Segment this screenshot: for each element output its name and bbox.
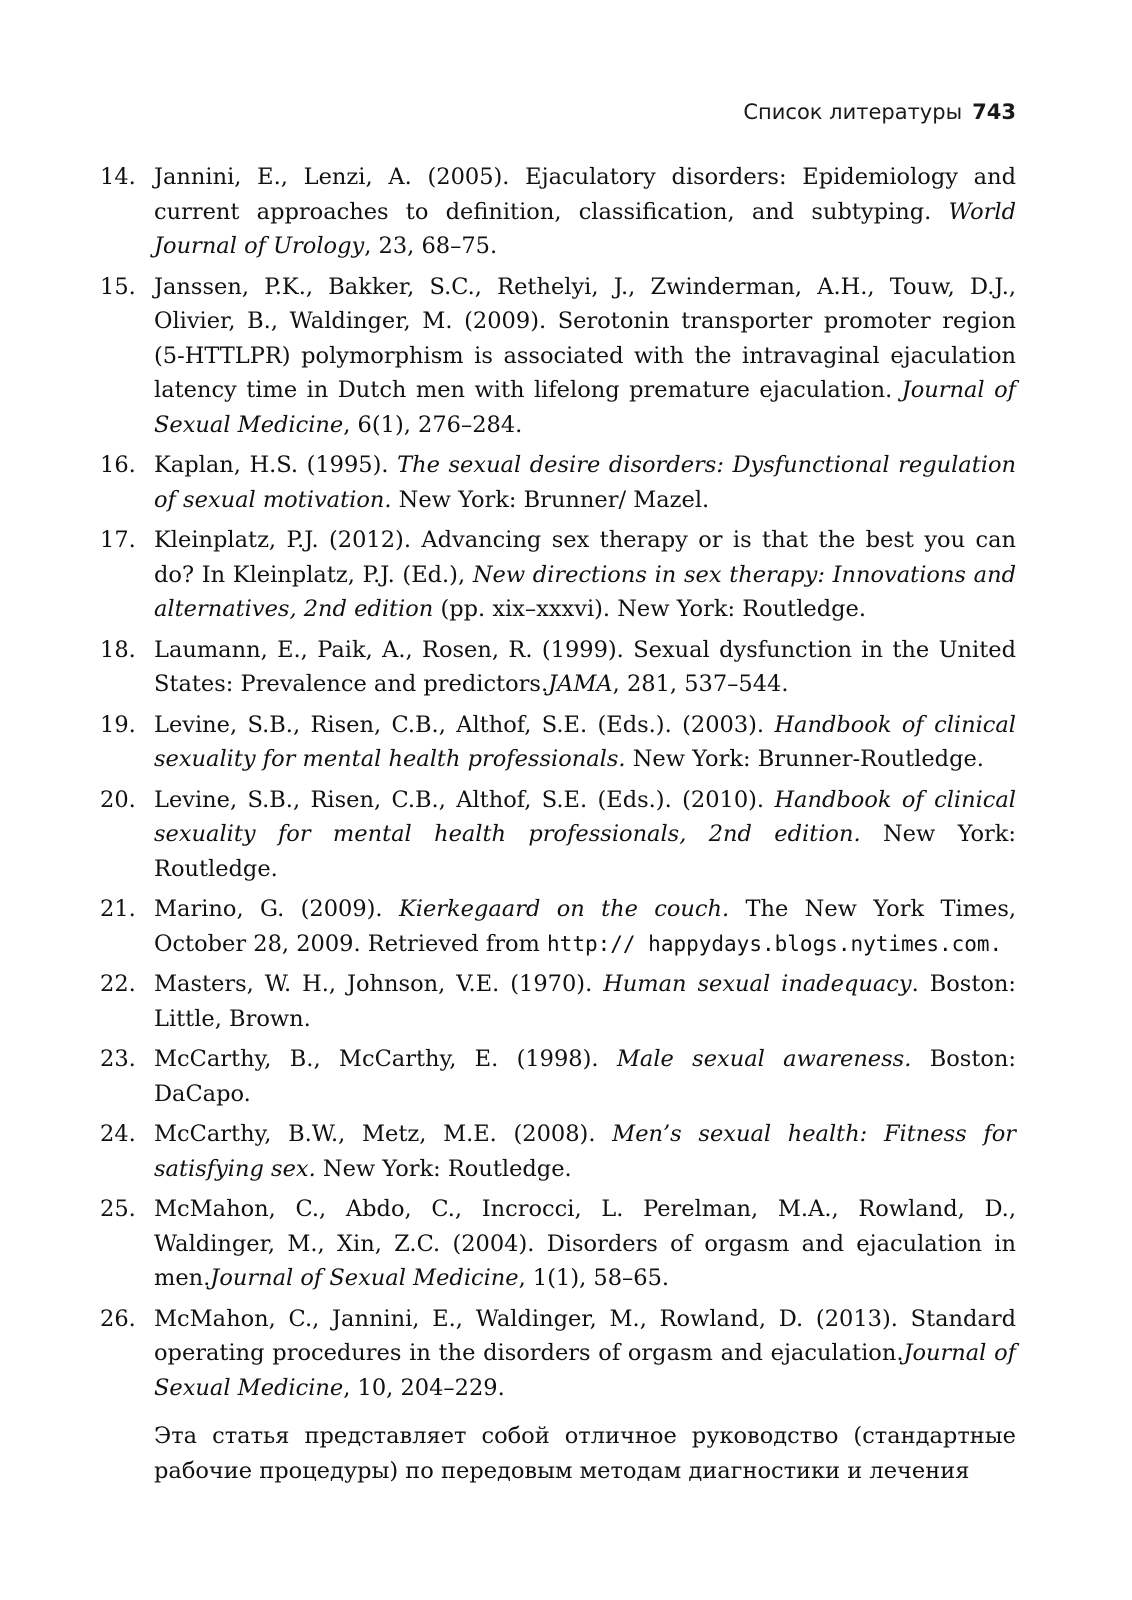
reference-title: JAMA bbox=[548, 671, 613, 697]
reference-text: Kleinplatz, P.J. (2012). Advancing sex therapy or is that the best you can do? In Kleinplatz, P.J. (Ed.), bbox=[154, 527, 1016, 588]
reference-text: Kaplan, H.S. (1995). bbox=[154, 452, 398, 478]
reference-entry bbox=[100, 1117, 1016, 1186]
reference-text: , 1(1), 58–65. bbox=[518, 1265, 670, 1291]
reference-number: 24. bbox=[100, 1121, 136, 1147]
reference-list bbox=[100, 160, 1016, 1488]
reference-entry bbox=[100, 708, 1016, 777]
reference-text: Marino, G. (2009). bbox=[154, 896, 399, 922]
reference-entry bbox=[100, 892, 1016, 961]
reference-entry bbox=[100, 1302, 1016, 1406]
reference-text: New York: Routledge. bbox=[154, 821, 1017, 882]
reference-text: McCarthy, B.W., Metz, M.E. (2008). bbox=[154, 1121, 613, 1147]
reference-number: 17. bbox=[100, 527, 136, 553]
running-head-title: Список литературы bbox=[743, 100, 963, 124]
reference-number: 16. bbox=[100, 452, 136, 478]
reference-text: , 6(1), 276–284. bbox=[343, 411, 523, 438]
reference-number: 14. bbox=[100, 164, 136, 190]
reference-number: 21. bbox=[100, 896, 136, 922]
reference-text: Jannini, E., Lenzi, A. (2005). Ejaculatory disorders: Epidemiology and current approaches to definition, classification, and subtyping. bbox=[154, 164, 1016, 225]
reference-number: 18. bbox=[100, 636, 136, 663]
reference-entry bbox=[100, 160, 1016, 264]
reference-title: Journal of Sexual Medicine bbox=[154, 377, 1016, 438]
reference-text: Levine, S.B., Risen, C.B., Althof, S.E. (Eds.). (2010). bbox=[154, 786, 775, 813]
reference-text: , 23, 68–75. bbox=[364, 233, 498, 259]
reference-text: (pp. xix–xxxvi). New York: Routledge. bbox=[433, 596, 867, 622]
running-head bbox=[743, 100, 1016, 124]
reference-text: New York: Brunner/ Mazel. bbox=[391, 486, 710, 513]
reference-number: 25. bbox=[100, 1196, 136, 1222]
reference-number: 20. bbox=[100, 786, 136, 813]
reference-text: Laumann, E., Paik, A., Rosen, R. (1999). Sexual dysfunction in the United States: Prevalence and predictors. bbox=[154, 636, 1016, 697]
reference-entry bbox=[100, 523, 1016, 627]
reference-entry bbox=[100, 783, 1016, 887]
reference-number: 23. bbox=[100, 1046, 136, 1072]
page-number: 743 bbox=[972, 100, 1016, 124]
reference-text: McMahon, C., Abdo, C., Incrocci, L. Perelman, M.A., Rowland, D., Waldinger, M., Xin, Z.C. (2004). Disorders of orgasm and ejaculation in men. bbox=[154, 1196, 1016, 1291]
reference-text: . Boston: Little, Brown. bbox=[154, 971, 1016, 1032]
reference-text: New York: Routledge. bbox=[315, 1155, 572, 1182]
reference-text: Boston: DaCapo. bbox=[154, 1046, 1016, 1107]
reference-title: Male sexual awareness. bbox=[616, 1046, 912, 1072]
reference-entry bbox=[100, 448, 1016, 517]
reference-url: http:// happydays.blogs.nytimes.com. bbox=[547, 931, 1003, 956]
reference-title: The sexual desire disorders: Dysfunctional regulation of sexual motivation. bbox=[154, 452, 1016, 513]
reference-title: Men’s sexual health: Fitness for satisfying sex. bbox=[154, 1121, 1017, 1182]
reference-text: The New York Times, October 28, 2009. Retrieved from bbox=[154, 896, 1017, 957]
reference-title: Handbook of clinical sexuality for mental health professionals, 2nd edition. bbox=[154, 786, 1016, 847]
reference-text: Levine, S.B., Risen, C.B., Althof, S.E. (Eds.). (2003). bbox=[154, 711, 775, 738]
reference-title: Journal of Sexual Medicine bbox=[210, 1265, 519, 1291]
reference-number: 22. bbox=[100, 971, 136, 997]
reference-entry bbox=[100, 633, 1016, 702]
annotation-note: Эта статья представляет собой отличное руководство (стандартные рабочие процедуры) по передовым методам диагностики и лечения bbox=[154, 1423, 1016, 1484]
reference-title: World Journal of Urology bbox=[154, 198, 1016, 259]
reference-title: Handbook of clinical sexuality for mental health professionals. bbox=[154, 711, 1016, 772]
reference-text: Masters, W. H., Johnson, V.E. (1970). bbox=[154, 971, 604, 997]
reference-entry bbox=[100, 1192, 1016, 1296]
reference-text: , 281, 537–544. bbox=[612, 671, 789, 697]
reference-entry bbox=[100, 1042, 1016, 1111]
reference-title: Human sexual inadequacy bbox=[603, 971, 912, 997]
reference-title: Kierkegaard on the couch. bbox=[398, 896, 730, 922]
reference-number: 26. bbox=[100, 1305, 136, 1332]
reference-text: McMahon, C., Jannini, E., Waldinger, M., Rowland, D. (2013). Standard operating procedures in the disorders of orgasm and ejaculation. bbox=[154, 1305, 1016, 1366]
reference-text: Janssen, P.K., Bakker, S.C., Rethelyi, J., Zwinderman, A.H., Touw, D.J., Olivier, B., Waldinger, M. (2009). Serotonin transporter promoter region (5-HTTLPR) polymorphism is associated with the intravaginal ejaculation latency time in Dutch men with lifelong premature ejaculation. bbox=[154, 273, 1016, 403]
reference-text: , 10, 204–229. bbox=[343, 1374, 505, 1401]
reference-text: New York: Brunner-Routledge. bbox=[625, 746, 984, 772]
reference-entry bbox=[100, 967, 1016, 1036]
reference-title: Journal of Sexual Medicine bbox=[154, 1340, 1016, 1401]
reference-number: 15. bbox=[100, 273, 136, 300]
reference-entry bbox=[100, 270, 1016, 443]
reference-number: 19. bbox=[100, 711, 136, 738]
reference-text: McCarthy, B., McCarthy, E. (1998). bbox=[154, 1046, 617, 1072]
reference-title: New directions in sex therapy: Innovations and alternatives, 2nd edition bbox=[154, 561, 1016, 622]
